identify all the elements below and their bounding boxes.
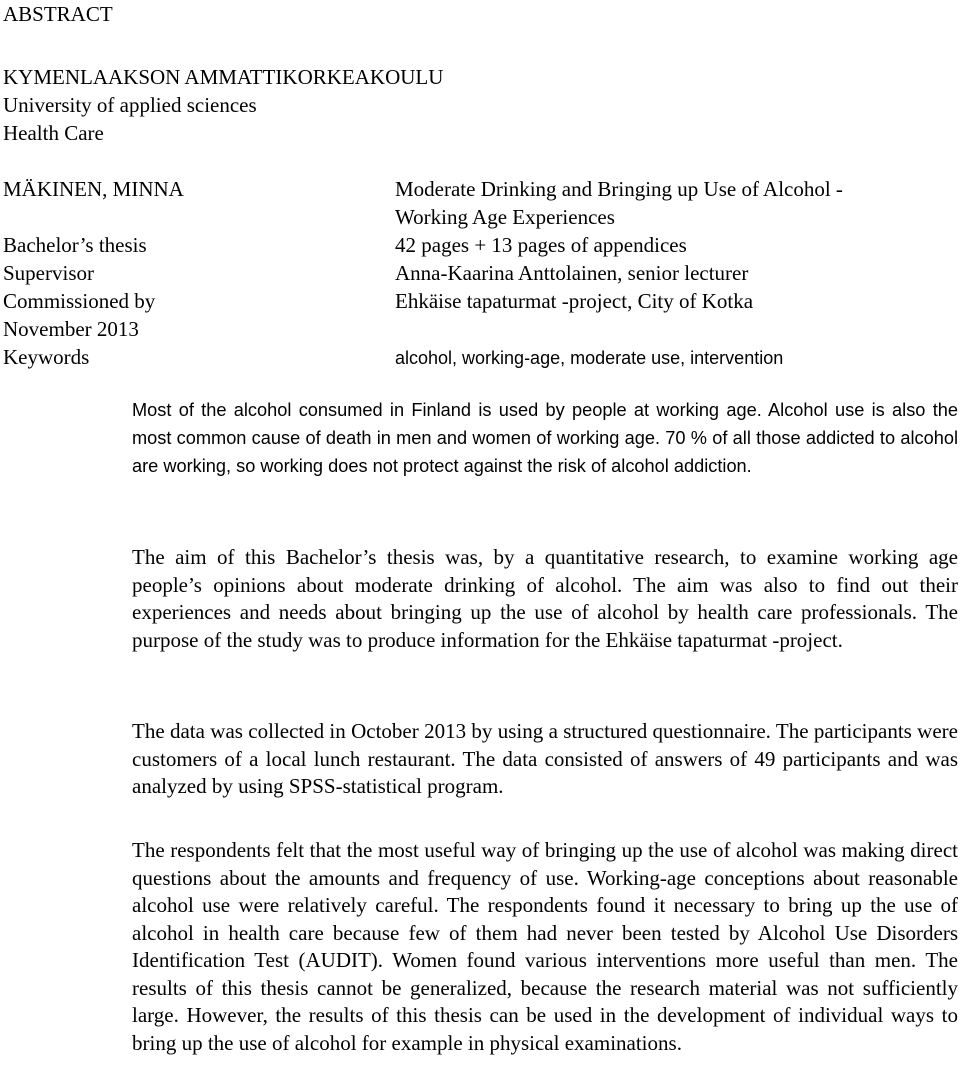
thesis-pages: 42 pages + 13 pages of appendices — [395, 233, 687, 257]
abstract-paragraph-3: The data was collected in October 2013 by using a structured questionnaire. The participants were customers of a local lunch restaurant. The data consisted of answers of 49 participants and was analyzed by using SPSS-statistical program. — [132, 719, 958, 798]
thesis-title-line1: Moderate Drinking and Bringing up Use of Alcohol - — [395, 177, 843, 201]
keywords-value: alcohol, working-age, moderate use, intervention — [395, 348, 784, 368]
commissioned-value: Ehkäise tapaturmat -project, City of Kotka — [395, 289, 754, 313]
supervisor-label: Supervisor — [3, 261, 94, 285]
keywords-label: Keywords — [3, 345, 90, 369]
author-name: MÄKINEN, MINNA — [3, 177, 184, 201]
institution-type: University of applied sciences — [3, 93, 257, 117]
thesis-title-line2: Working Age Experiences — [395, 205, 615, 229]
supervisor-value: Anna-Kaarina Anttolainen, senior lecturer — [395, 261, 749, 285]
abstract-paragraph-4: The respondents felt that the most useful way of bringing up the use of alcohol was making direct questions about the amounts and frequency of use. Working-age conceptions about reasonable alcohol use were relatively careful. The respondents found it necessary to bring up the use of alcohol in health care because few of them had never been tested by Alcohol Use Disorders Identification Test (AUDIT). Women found various interventions more useful than men. The results of this thesis cannot be generalized, because the research material was not sufficiently large. However, the results of this thesis can be used in the development of individual ways to bring up the use of alcohol for example in physical examinations. — [132, 838, 958, 1055]
thesis-date: November 2013 — [3, 317, 139, 341]
department: Health Care — [3, 121, 104, 145]
institution-name: KYMENLAAKSON AMMATTIKORKEAKOULU — [3, 65, 444, 89]
abstract-paragraph-2: The aim of this Bachelor’s thesis was, by a quantitative research, to examine working age people’s opinions about moderate drinking of alcohol. The aim was also to find out their experiences and needs about bringing up the use of alcohol by health care professionals. The purpose of the study was to produce information for the Ehkäise tapaturmat -project. — [132, 545, 958, 652]
commissioned-label: Commissioned by — [3, 289, 156, 313]
page-heading: ABSTRACT — [3, 2, 113, 26]
abstract-paragraph-1: Most of the alcohol consumed in Finland is used by people at working age. Alcohol use is also the most common cause of death in men and women of working age. 70 % of all those addicted to alcohol are working, so working does not protect against the risk of alcohol addiction. — [132, 400, 958, 476]
thesis-type-label: Bachelor’s thesis — [3, 233, 147, 257]
